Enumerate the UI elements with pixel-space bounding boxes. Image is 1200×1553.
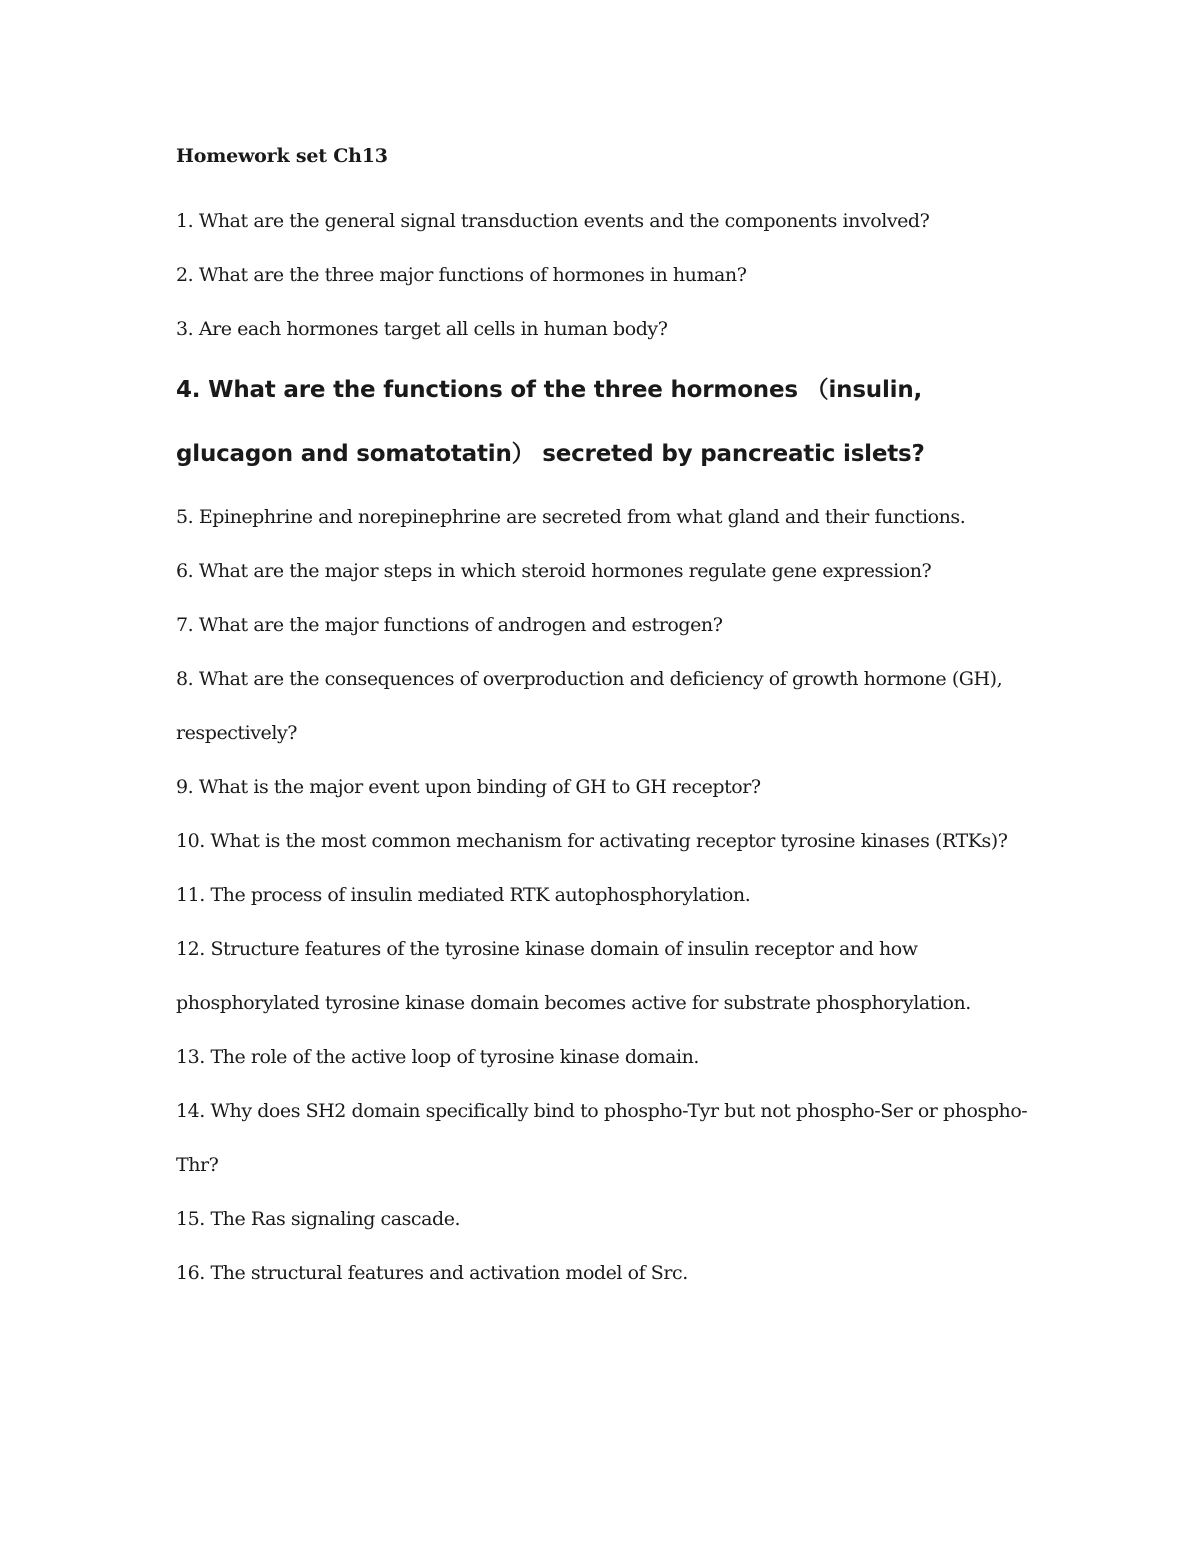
question-7: 7. What are the major functions of androgen and estrogen? — [176, 614, 723, 636]
question-9: 9. What is the major event upon binding of GH to GH receptor? — [176, 776, 761, 798]
document-body — [176, 140, 1036, 1300]
question-6: 6. What are the major steps in which steroid hormones regulate gene expression? — [176, 560, 932, 582]
question-3: 3. Are each hormones target all cells in human body? — [176, 318, 668, 340]
question-5: 5. Epinephrine and norepinephrine are secreted from what gland and their functions. — [176, 506, 966, 528]
question-4: 4. What are the functions of the three hormones （insulin, glucagon and somatotatin） secreted by pancreatic islets? — [176, 377, 925, 467]
question-8: 8. What are the consequences of overproduction and deficiency of growth hormone (GH), respectively? — [176, 668, 1003, 744]
question-15: 15. The Ras signaling cascade. — [176, 1208, 461, 1230]
document-title: Homework set Ch13 — [176, 145, 388, 167]
question-16: 16. The structural features and activation model of Src. — [176, 1262, 688, 1284]
question-11: 11. The process of insulin mediated RTK autophosphorylation. — [176, 884, 751, 906]
question-10: 10. What is the most common mechanism for activating receptor tyrosine kinases (RTKs)? — [176, 830, 1008, 852]
question-1: 1. What are the general signal transduction events and the components involved? — [176, 210, 930, 232]
question-13: 13. The role of the active loop of tyrosine kinase domain. — [176, 1046, 699, 1068]
question-14: 14. Why does SH2 domain specifically bind to phospho-Tyr but not phospho-Ser or phospho-Thr? — [176, 1100, 1028, 1176]
question-12: 12. Structure features of the tyrosine kinase domain of insulin receptor and how phosphorylated tyrosine kinase domain becomes active for substrate phosphorylation. — [176, 938, 971, 1014]
question-2: 2. What are the three major functions of hormones in human? — [176, 264, 747, 286]
